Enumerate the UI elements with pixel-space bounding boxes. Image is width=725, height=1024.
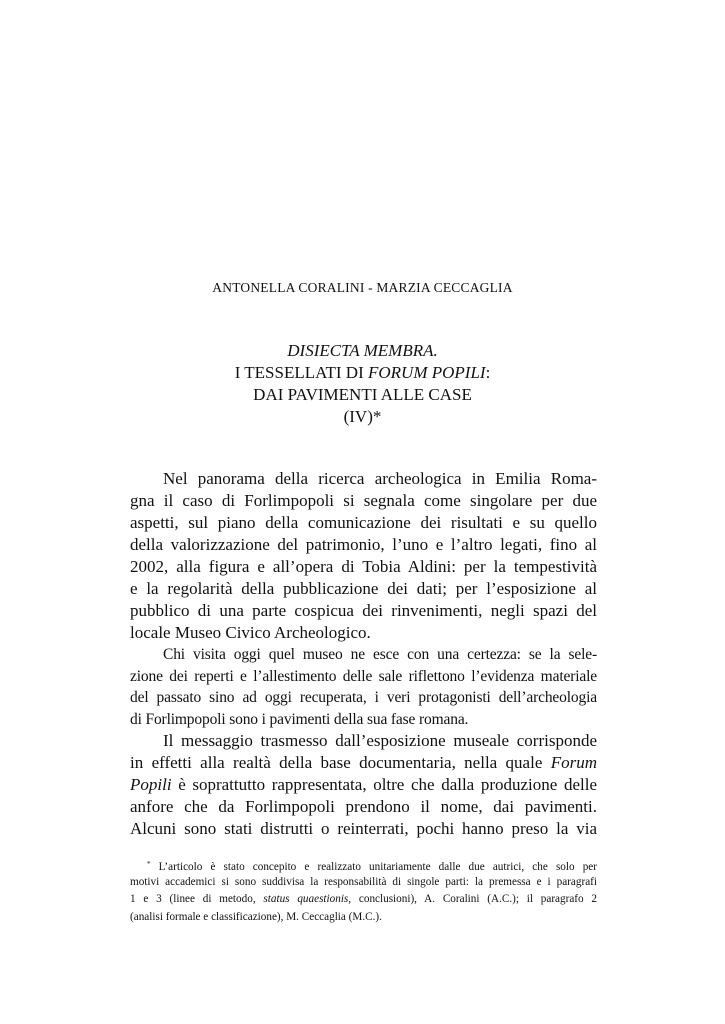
footnote-text: , conclusioni), A. Coralini (A.C.); il paragrafo 2 [348, 893, 598, 905]
title-line-4: (IV)* [343, 407, 382, 426]
paragraph-line: e la regolarità della pubblicazione dei dati; per l’esposizione al [130, 579, 597, 598]
footnote-status-quaestionis: status quaestionis [263, 893, 349, 905]
paragraph-line [130, 774, 597, 796]
paragraph-line: locale Museo Civico Archeologico. [130, 623, 371, 642]
footnote-line: motivi accademici si sono suddivisa la responsabilità di singole parti: la premessa e i paragrafi [130, 875, 597, 888]
title-line-2-pre: I TESSELLATI DI [234, 363, 368, 382]
paragraph-line: di Forlimpopoli sono i pavimenti della sua fase romana. [130, 710, 469, 728]
paragraph-line: 2002, alla figura e all’opera di Tobia Aldini: per la tempestività [130, 557, 597, 576]
paragraph-line-text: è soprattutto rappresentata, oltre che dalla produzione delle [171, 775, 597, 794]
paragraph-3 [130, 730, 597, 840]
paragraph-line: Alcuni sono stati distrutti o reinterrati, pochi hanno preso la via [130, 819, 597, 838]
paragraph-popili: Popili [130, 775, 172, 794]
title-line-2-post: : [485, 363, 491, 382]
paragraph-line: della valorizzazione del patrimonio, l’uno e l’altro legati, fino al [130, 535, 597, 554]
title-line-2 [0, 362, 725, 384]
body-text [130, 468, 597, 840]
paragraph-2 [130, 644, 597, 730]
authors: ANTONELLA CORALINI - MARZIA CECCAGLIA [212, 280, 513, 295]
footnote-marker: * [147, 860, 151, 868]
paragraph-line: Il messaggio trasmesso dall’esposizione museale corrisponde [163, 731, 597, 750]
title-latin-phrase: DISIECTA MEMBRA. [287, 341, 438, 360]
paragraph-line: Chi visita oggi quel museo ne esce con una certezza: se la sele- [163, 646, 597, 663]
footnote-text: 1 e 3 (linee di metodo, [130, 893, 264, 905]
footnote-line [130, 891, 597, 909]
paragraph-line: gna il caso di Forlimpopoli si segnala come singolare per due [130, 491, 597, 510]
footnote-text: L’articolo è stato concepito e realizzato unitariamente dalle due autrici, che solo per [158, 861, 598, 873]
title-line-3: DAI PAVIMENTI ALLE CASE [253, 385, 472, 404]
title-forum-popili: FORUM POPILI [368, 363, 486, 382]
paragraph-1 [130, 468, 597, 644]
footnote [130, 856, 597, 926]
paragraph-line: Nel panorama della ricerca archeologica in Emilia Roma- [163, 469, 597, 488]
article-title [0, 340, 725, 428]
footnote-line [130, 856, 597, 874]
paragraph-line: anfore che da Forlimpopoli prendono il nome, dai pavimenti. [130, 797, 597, 816]
paragraph-line: pubblico di una parte cospicua dei rinvenimenti, negli spazi del [130, 601, 597, 620]
paragraph-line-text: in effetti alla realtà della base documentaria, nella quale [130, 753, 551, 772]
paragraph-line: zione dei reperti e l’allestimento delle sale riflettono l’evidenza materiale [130, 667, 597, 685]
paragraph-line [130, 752, 597, 774]
footnote-line: (analisi formale e classificazione), M. Ceccaglia (M.C.). [130, 910, 382, 923]
paragraph-line: aspetti, sul piano della comunicazione dei risultati e su quello [130, 513, 597, 532]
paragraph-forum: Forum [550, 753, 597, 772]
paragraph-line: del passato sino ad oggi recuperata, i veri protagonisti dell’archeologia [130, 689, 597, 706]
title-line-1 [0, 340, 725, 362]
